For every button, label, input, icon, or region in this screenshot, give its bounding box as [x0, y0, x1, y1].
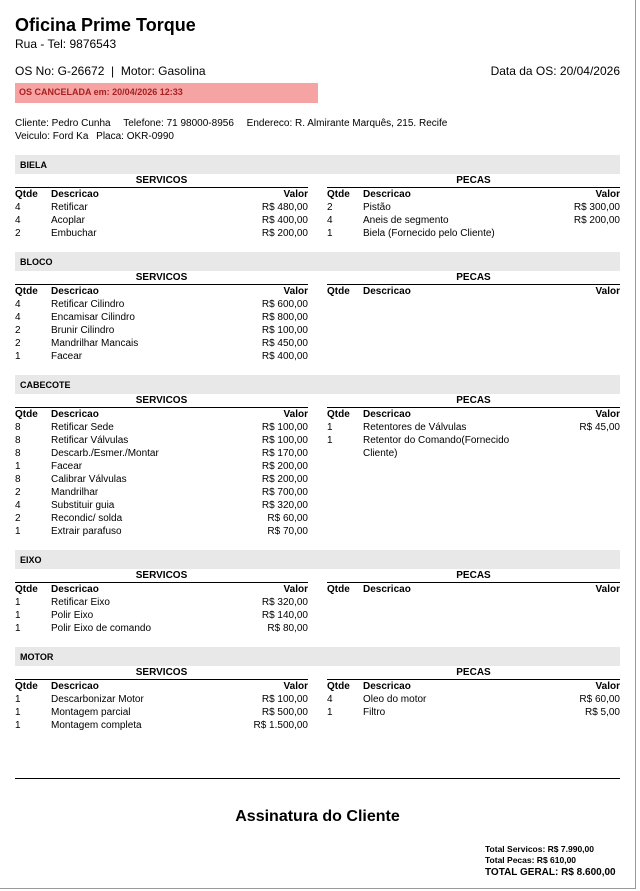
value-header: Valor: [595, 409, 620, 420]
qty-cell: 1: [15, 623, 21, 634]
table-header-row: [327, 188, 620, 201]
qty-cell: 1: [327, 707, 333, 718]
desc-header: Descricao: [51, 409, 99, 420]
desc-cell: Facear: [51, 461, 83, 472]
section-biela: [15, 155, 620, 240]
qty-header: Qtde: [15, 584, 38, 595]
table-header-row: [327, 680, 620, 693]
value-cell: R$ 5,00: [584, 707, 620, 718]
sections-container: [15, 155, 620, 732]
section-motor: [15, 647, 620, 732]
desc-header: Descricao: [51, 584, 99, 595]
table-row: [15, 693, 308, 706]
value-cell: R$ 100,00: [261, 422, 308, 433]
table-row: [15, 311, 308, 324]
value-cell: R$ 600,00: [261, 299, 308, 310]
value-header: Valor: [283, 409, 308, 420]
qty-cell: 4: [327, 215, 333, 226]
value-cell: [540, 227, 620, 240]
table-row: [15, 324, 308, 337]
desc-header: Descricao: [51, 681, 99, 692]
desc-cell: Mandrilhar: [51, 487, 99, 498]
desc-cell: Encamisar Cilindro: [51, 312, 135, 323]
qty-cell: 1: [327, 228, 333, 239]
table-row: [327, 693, 620, 706]
total-general: TOTAL GERAL: R$ 8.600,00: [485, 867, 616, 878]
table-row: [327, 706, 620, 719]
client-address: Endereco: R. Almirante Marquês, 215. Recife: [246, 118, 448, 129]
table-row: [15, 473, 308, 486]
qty-cell: 4: [15, 500, 21, 511]
desc-cell: Retificar Válvulas: [51, 435, 129, 446]
qty-header: Qtde: [15, 409, 38, 420]
qty-cell: 1: [15, 461, 21, 472]
qty-header: Qtde: [15, 286, 38, 297]
qty-cell: 1: [327, 422, 333, 433]
table-row: [15, 350, 308, 363]
desc-header: Descricao: [363, 286, 411, 297]
desc-cell: Montagem parcial: [51, 707, 131, 718]
table-row: [15, 227, 308, 240]
value-cell: R$ 200,00: [261, 474, 308, 485]
value-cell: R$ 450,00: [261, 338, 308, 349]
qty-cell: 4: [15, 299, 21, 310]
value-header: Valor: [283, 584, 308, 595]
desc-cell: Brunir Cilindro: [51, 325, 115, 336]
column-title: PECAS: [327, 174, 620, 188]
column-title: PECAS: [327, 569, 620, 583]
qty-cell: 2: [15, 487, 21, 498]
section-bloco: [15, 252, 620, 363]
parts-column: [327, 174, 620, 240]
value-header: Valor: [595, 681, 620, 692]
value-cell: R$ 400,00: [261, 215, 308, 226]
qty-cell: 1: [15, 707, 21, 718]
table-row: [15, 525, 308, 538]
desc-cell: Mandrilhar Mancais: [51, 338, 139, 349]
section-columns: [15, 174, 620, 240]
qty-cell: 8: [15, 474, 21, 485]
value-cell: R$ 300,00: [573, 202, 620, 213]
table-row: [327, 421, 620, 434]
qty-cell: 8: [15, 435, 21, 446]
table-header-row: [15, 188, 308, 201]
desc-cell: Montagem completa: [51, 720, 142, 731]
table-row: [15, 499, 308, 512]
qty-header: Qtde: [327, 584, 350, 595]
desc-header: Descricao: [363, 189, 411, 200]
desc-cell: Descarb./Esmer./Montar: [51, 448, 159, 459]
qty-cell: 2: [15, 338, 21, 349]
table-row: [15, 609, 308, 622]
section-cabecote: [15, 375, 620, 538]
services-column: [15, 394, 308, 538]
desc-header: Descricao: [363, 681, 411, 692]
client-name: Cliente: Pedro Cunha: [15, 118, 111, 129]
table-header-row: [15, 285, 308, 298]
table-row: [327, 201, 620, 214]
column-title: PECAS: [327, 394, 620, 408]
table-header-row: [327, 285, 620, 298]
table-row: [15, 337, 308, 350]
desc-header: Descricao: [51, 286, 99, 297]
table-row: [327, 434, 620, 460]
section-header: EIXO: [15, 550, 620, 569]
os-number: OS No: G-26672 | Motor: Gasolina: [15, 64, 206, 78]
shop-name: Oficina Prime Torque: [15, 15, 196, 35]
table-row: [15, 719, 308, 732]
table-header-row: [15, 583, 308, 596]
table-row: [327, 214, 620, 227]
services-column: [15, 271, 308, 363]
table-header-row: [327, 408, 620, 421]
value-cell: R$ 100,00: [261, 325, 308, 336]
total-services: Total Servicos: R$ 7.990,00: [485, 844, 594, 854]
signature-label: Assinatura do Cliente: [235, 808, 400, 825]
value-cell: R$ 480,00: [261, 202, 308, 213]
qty-cell: 8: [15, 448, 21, 459]
client-phone: Telefone: 71 98000-8956: [123, 118, 234, 129]
table-row: [15, 421, 308, 434]
qty-cell: 1: [15, 610, 21, 621]
qty-cell: 4: [15, 312, 21, 323]
os-date: Data da OS: 20/04/2026: [490, 64, 620, 78]
section-columns: [15, 666, 620, 732]
desc-cell: Embuchar: [51, 228, 97, 239]
desc-cell: Retificar Eixo: [51, 597, 110, 608]
table-row: [327, 227, 620, 240]
table-header-row: [15, 680, 308, 693]
client-vehicle: Veiculo: Ford Ka: [15, 131, 89, 142]
desc-cell: Descarbonizar Motor: [51, 694, 144, 705]
value-cell: R$ 45,00: [579, 422, 620, 433]
desc-header: Descricao: [363, 584, 411, 595]
table-row: [15, 512, 308, 525]
desc-cell: Biela (Fornecido pelo Cliente): [363, 228, 495, 239]
desc-cell: Extrair parafuso: [51, 526, 122, 537]
desc-cell: Retificar: [51, 202, 88, 213]
qty-header: Qtde: [327, 189, 350, 200]
section-header: MOTOR: [15, 647, 620, 666]
column-title: SERVICOS: [15, 271, 308, 285]
section-columns: [15, 271, 620, 363]
qty-cell: 1: [15, 597, 21, 608]
qty-header: Qtde: [15, 189, 38, 200]
section-header: CABECOTE: [15, 375, 620, 394]
value-cell: R$ 320,00: [261, 597, 308, 608]
qty-cell: 8: [15, 422, 21, 433]
value-header: Valor: [595, 189, 620, 200]
value-cell: R$ 100,00: [261, 694, 308, 705]
section-eixo: [15, 550, 620, 635]
value-header: Valor: [283, 286, 308, 297]
table-header-row: [15, 408, 308, 421]
column-title: SERVICOS: [15, 394, 308, 408]
table-header-row: [327, 583, 620, 596]
desc-cell: Pistão: [363, 202, 391, 213]
column-title: PECAS: [327, 271, 620, 285]
value-header: Valor: [283, 189, 308, 200]
value-cell: [540, 434, 620, 460]
column-title: SERVICOS: [15, 174, 308, 188]
desc-cell: Retentores de Válvulas: [363, 422, 467, 433]
qty-cell: 1: [15, 526, 21, 537]
value-cell: R$ 700,00: [261, 487, 308, 498]
table-row: [15, 596, 308, 609]
value-cell: R$ 170,00: [261, 448, 308, 459]
desc-cell: Acoplar: [51, 215, 85, 226]
table-row: [15, 434, 308, 447]
qty-cell: 4: [15, 202, 21, 213]
table-row: [15, 447, 308, 460]
desc-cell: Oleo do motor: [363, 694, 427, 705]
cancel-notice: OS CANCELADA em: 20/04/2026 12:33: [15, 83, 318, 103]
qty-cell: 4: [15, 215, 21, 226]
table-row: [15, 622, 308, 635]
value-header: Valor: [595, 584, 620, 595]
qty-cell: 4: [327, 694, 333, 705]
totals-block: [485, 844, 616, 879]
qty-cell: 2: [327, 202, 333, 213]
shop-address: Rua - Tel: 9876543: [15, 37, 117, 51]
value-cell: R$ 80,00: [267, 623, 308, 634]
value-cell: R$ 1.500,00: [253, 720, 308, 731]
desc-header: Descricao: [51, 189, 99, 200]
column-title: SERVICOS: [15, 569, 308, 583]
qty-header: Qtde: [327, 681, 350, 692]
value-cell: R$ 200,00: [261, 228, 308, 239]
value-header: Valor: [595, 286, 620, 297]
table-row: [15, 460, 308, 473]
table-row: [15, 298, 308, 311]
qty-cell: 2: [15, 325, 21, 336]
desc-cell: Calibrar Válvulas: [51, 474, 127, 485]
qty-cell: 2: [15, 513, 21, 524]
qty-header: Qtde: [327, 286, 350, 297]
desc-cell: Polir Eixo de comando: [51, 623, 152, 634]
value-cell: R$ 200,00: [573, 215, 620, 226]
services-column: [15, 666, 308, 732]
services-column: [15, 569, 308, 635]
value-cell: R$ 140,00: [261, 610, 308, 621]
value-cell: R$ 200,00: [261, 461, 308, 472]
os-info-row: [15, 64, 620, 79]
value-cell: R$ 70,00: [267, 526, 308, 537]
value-cell: R$ 800,00: [261, 312, 308, 323]
qty-cell: 1: [327, 435, 333, 446]
table-row: [15, 201, 308, 214]
section-columns: [15, 569, 620, 635]
qty-cell: 1: [15, 720, 21, 731]
desc-cell: Aneis de segmento: [363, 215, 449, 226]
value-cell: R$ 320,00: [261, 500, 308, 511]
value-cell: R$ 60,00: [267, 513, 308, 524]
value-header: Valor: [283, 681, 308, 692]
desc-cell: Polir Eixo: [51, 610, 94, 621]
parts-column: [327, 569, 620, 635]
client-info: [15, 117, 620, 143]
qty-cell: 1: [15, 694, 21, 705]
table-row: [15, 486, 308, 499]
parts-column: [327, 271, 620, 363]
qty-cell: 2: [15, 228, 21, 239]
column-title: SERVICOS: [15, 666, 308, 680]
desc-cell: Facear: [51, 351, 83, 362]
services-column: [15, 174, 308, 240]
section-columns: [15, 394, 620, 538]
desc-cell: Substituir guia: [51, 500, 115, 511]
desc-cell: Retentor do Comando(Fornecido Cliente): [363, 435, 510, 459]
value-cell: R$ 500,00: [261, 707, 308, 718]
column-title: PECAS: [327, 666, 620, 680]
section-header: BIELA: [15, 155, 620, 174]
qty-header: Qtde: [327, 409, 350, 420]
value-cell: R$ 100,00: [261, 435, 308, 446]
parts-column: [327, 666, 620, 732]
desc-cell: Recondic/ solda: [51, 513, 123, 524]
section-header: BLOCO: [15, 252, 620, 271]
desc-cell: Retificar Cilindro: [51, 299, 125, 310]
desc-header: Descricao: [363, 409, 411, 420]
qty-header: Qtde: [15, 681, 38, 692]
total-parts: Total Pecas: R$ 610,00: [485, 855, 577, 865]
table-row: [15, 706, 308, 719]
parts-column: [327, 394, 620, 538]
footer-divider: [15, 778, 620, 779]
value-cell: R$ 400,00: [261, 351, 308, 362]
desc-cell: Retificar Sede: [51, 422, 114, 433]
qty-cell: 1: [15, 351, 21, 362]
table-row: [15, 214, 308, 227]
desc-cell: Filtro: [363, 707, 386, 718]
value-cell: R$ 60,00: [579, 694, 620, 705]
client-plate: Placa: OKR-0990: [96, 131, 174, 142]
